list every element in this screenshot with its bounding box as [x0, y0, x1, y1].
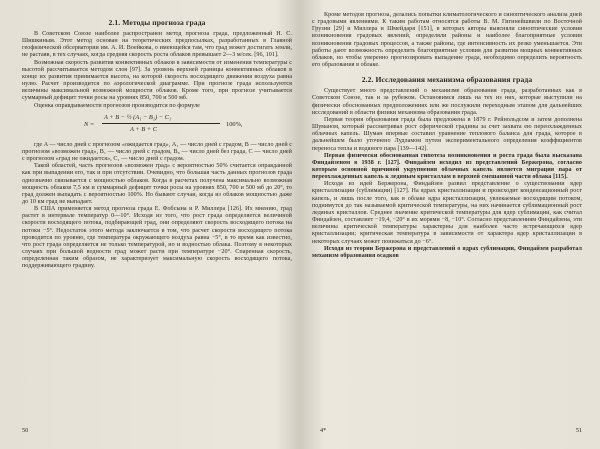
formula-denominator: A + B + C — [130, 125, 157, 133]
paragraph: где A — число дней с прогнозом «ожидается град», A₁ — число дней с градом, B — число дней с прогнозом «возможен град», B₁ — число дней с градом, B₀ — число дней без града, C — число дней с прогнозом «град не ожидается», C₁ — число дней с градом. — [22, 141, 292, 163]
paragraph: Кроме методов прогноза, делались попытки климатологического и синоптического анализа дней с градовыми явлениями. К таким работам относятся работы В. М. Гигинейшвили по Восточной Грузии [29] и Миллера и Шмейдаря [151], в которых авторы выясняли синоптические условия возникновения градовых явлений, определяли районы и наиболее благоприятные условия возникновения градовых процессов, а также районы, где интенсивность их резко уменьшается. Эти работы дают возможность определить благоприятные условия для развития мощных конвективных облаков, но чтобы уверенно прогнозировать выпадение града, необходимо определить вероятность его образования в облаке. — [312, 12, 582, 69]
left-page — [22, 12, 292, 442]
paragraph: В Советском Союзе наиболее распространен метод прогноза града, предложенный Н. С. Шишкиным. Этот метод основан на теоретических предпосылках, разработанных в Главной геофизической обсерватории им. А. И. Воейкова, о имеющейся там, что град может достигать земли, не растаяв, в тех случаях, когда средняя скорость роста облаков превышает 2—3 м/сек. [96, 101]. — [22, 31, 292, 59]
section-heading-2-1: 2.1. Методы прогноза града — [108, 18, 206, 27]
paragraph: Первая физически обоснованная гипотеза возникновения и роста града была высказана Финдайзеном в 1938 г. [127]. Финдайзен исходил из представлений Бержерона, согласно которым основной причиной укрупнения облачных капель является миграция пара от переохлажденных капель к ледяным кристаллам в верхней смешанной части облака [115]. — [312, 152, 582, 181]
verification-formula — [22, 112, 292, 140]
page-number-right: 51 — [575, 427, 582, 434]
formula-suffix: 100%, — [226, 120, 243, 128]
fraction-bar — [102, 123, 220, 124]
right-page — [312, 12, 582, 442]
formula-lhs: N = — [84, 120, 95, 128]
signature-mark: 4* — [320, 427, 327, 434]
paragraph: Исходя из идей Бержерона, Финдайзен развил представление о существовании ядер кристаллизации (сублимации) [127]. На ядрах кристаллизации и происходит конденсационный рост капель, и лишь после того, как в облаке ядра кристаллизации, увлекаемые восходящим потоком, поднимутся до так называемой критической температуры, на них начинается сублимационный рост ледяных кристаллов. Среднее значение критической температуры для ядер сублимации, как считал Финдайзен, составляет −19,4, −20° в их морями −8, −10°. Согласно представлениям Финдайзена, эти величины критической температуры характерны для наиболее часто встречающихся ядер кристаллизации; критическая температура в зависимости от характера ядер кристаллизации в некоторых случаях может понижаться до −6°. — [312, 181, 582, 245]
formula-numerator: A + B − ½ (A₁ − B₁) − C₁ — [104, 113, 172, 121]
paragraph: Исходя из теории Бержерона и представлений о ядрах сублимации, Финдайзен разработал механизм образования осадков — [312, 245, 582, 259]
section-heading-2-2: 2.2. Исследования механизма образования града — [361, 75, 533, 85]
paragraph: Оценка оправдываемости прогнозов производится по формуле — [34, 102, 200, 109]
paragraph: Такой областей, часть прогнозов «возможен град» с вероятностью 50% считается оправданной как при выпадении его, так и при отсутствии. Очевидно, что большая часть данных прогнозов града однозначно связывается с мощностью облаков. Когда в расчетах получена максимально возможная мощность облаков 7,5 км и суммарный дефицит точки росы на уровнях 850, 700 и 500 мб до 20°, то град должен выпадать с вероятностью 100%. Но бывают случаи, когда из облаков мощностью даже до 10 км град не выпадает. — [22, 163, 292, 205]
paragraph: Первая теория образования града была предложена в 1879 г. Рейнольдсом и затем дополнена Шуманом, который рассматривал рост сферической градины за счет захвата ею переохлажденных облачных капель. Шуман впервые составил уравнение теплового баланса для града, которое в дальнейшем было уточнено Лудламом путем экспериментального определения коэффициентов переноса тепла и водяного пара [139—142]. — [312, 116, 582, 152]
paragraph: Существует много представлений о механизме образования града, разработанных как в Советском Союзе, так и за рубежом. Остановимся лишь на тех из них, которые выступили на физически обоснованных предположениях или же послужили переходным этапом для дальнейших исследований в области физики механизма образования града. — [312, 88, 582, 116]
paragraph: Возможная скорость развития конвективных облаков в зависимости от изменения температуры с высотой рассчитывается методом слоя [97]. За уровень верхней границы конвективных облаков в конце их развития принимается высота, на которой скорость восходящего движения воздуха равна нулю. Расчет производится по аэрологической диаграмме. При прогнозе града используются величины максимальной возможной мощности облаков. Кроме того, при прогнозе учитывается суммарный дефицит точки росы на уровнях 850, 700 и 500 мб. — [22, 59, 292, 102]
page-number-left: 50 — [22, 427, 29, 434]
paragraph: В США применяется метод прогноза града Е. Фобсына и Р. Миллера [126]. Их мнению, град растет в интервале температур 0—10°. Исходя из того, что рост града определяется величиной скорости восходящего потока, подбирающей град, они определяют скорость восходящего потока на потоки −5°. Недостаток этого метода заключается в том, что расчет скорости восходящего потока проводится по уровню, где температура окружающего воздуха равна −5°, в то время как известно, что рост града определяется не только температурой, но и водностью облака. Поэтому в некоторых случаях при большой водности град может расти при температуре −20°. Спаренная скорость, определенная таким образом, не характеризует максимальную скорость восходящего потока, поддерживающего градину. — [22, 206, 292, 270]
